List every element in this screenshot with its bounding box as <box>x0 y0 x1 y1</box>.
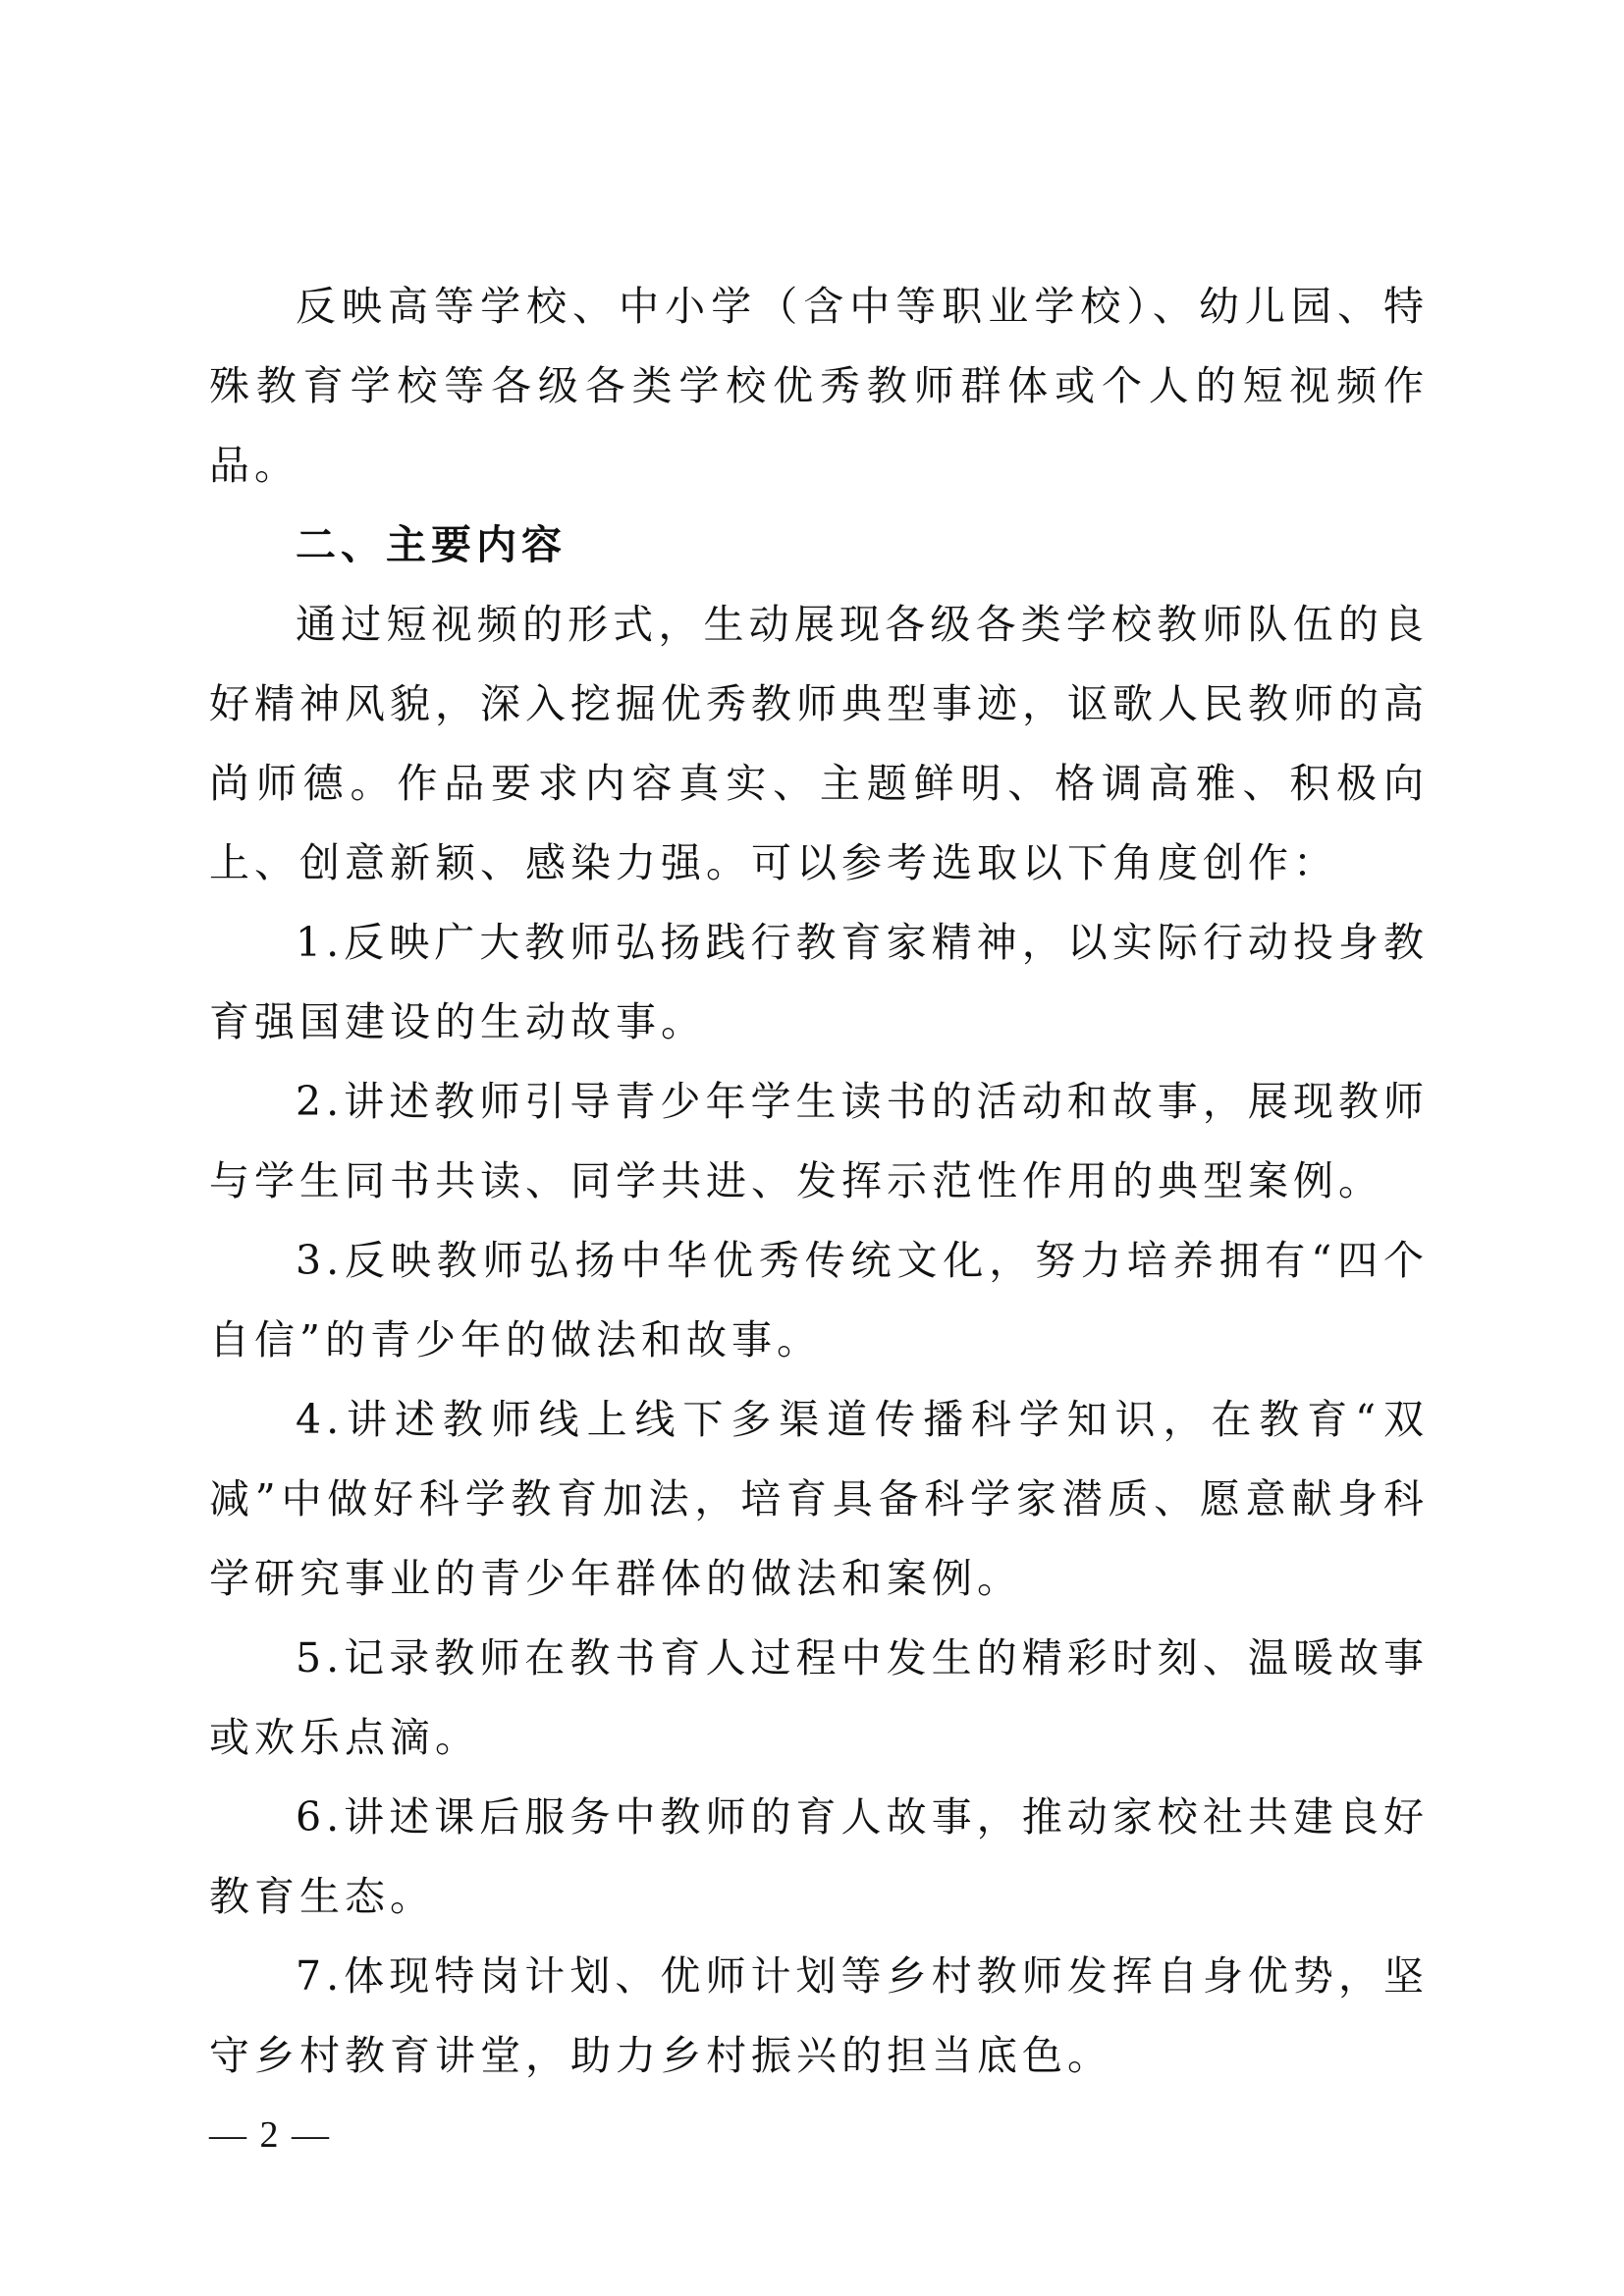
section-heading-main-content: 二、主要内容 <box>296 521 567 568</box>
list-item-1: 1.反映广大教师弘扬践行教育家精神，以实际行动投身教育强国建设的生动故事。 <box>209 919 1429 1045</box>
list-item-3: 3.反映教师弘扬中华优秀传统文化，努力培养拥有“四个自信”的青少年的做法和故事。 <box>209 1237 1429 1363</box>
page-number: — 2 — <box>209 2114 331 2156</box>
list-item-7: 7.体现特岗计划、优师计划等乡村教师发挥自身优势，坚守乡村教育讲堂，助力乡村振兴的担当底色。 <box>209 1952 1429 2079</box>
paragraph-body: 通过短视频的形式，生动展现各级各类学校教师队伍的良好精神风貌，深入挖掘优秀教师典型事迹，讴歌人民教师的高尚师德。作品要求内容真实、主题鲜明、格调高雅、积极向上、创意新颖、感染力强。可以参考选取以下角度创作： <box>209 601 1429 886</box>
list-item-5: 5.记录教师在教书育人过程中发生的精彩时刻、温暖故事或欢乐点滴。 <box>209 1634 1429 1761</box>
document-body <box>209 267 1429 2096</box>
paragraph-intro: 反映高等学校、中小学（含中等职业学校）、幼儿园、特殊教育学校等各级各类学校优秀教师群体或个人的短视频作品。 <box>209 283 1429 489</box>
list-item-6: 6.讲述课后服务中教师的育人故事，推动家校社共建良好教育生态。 <box>209 1793 1429 1920</box>
list-item-2: 2.讲述教师引导青少年学生读书的活动和故事，展现教师与学生同书共读、同学共进、发挥示范性作用的典型案例。 <box>209 1078 1429 1204</box>
list-item-4: 4.讲述教师线上线下多渠道传播科学知识，在教育“双减”中做好科学教育加法，培育具备科学家潜质、愿意献身科学研究事业的青少年群体的做法和案例。 <box>209 1396 1429 1602</box>
